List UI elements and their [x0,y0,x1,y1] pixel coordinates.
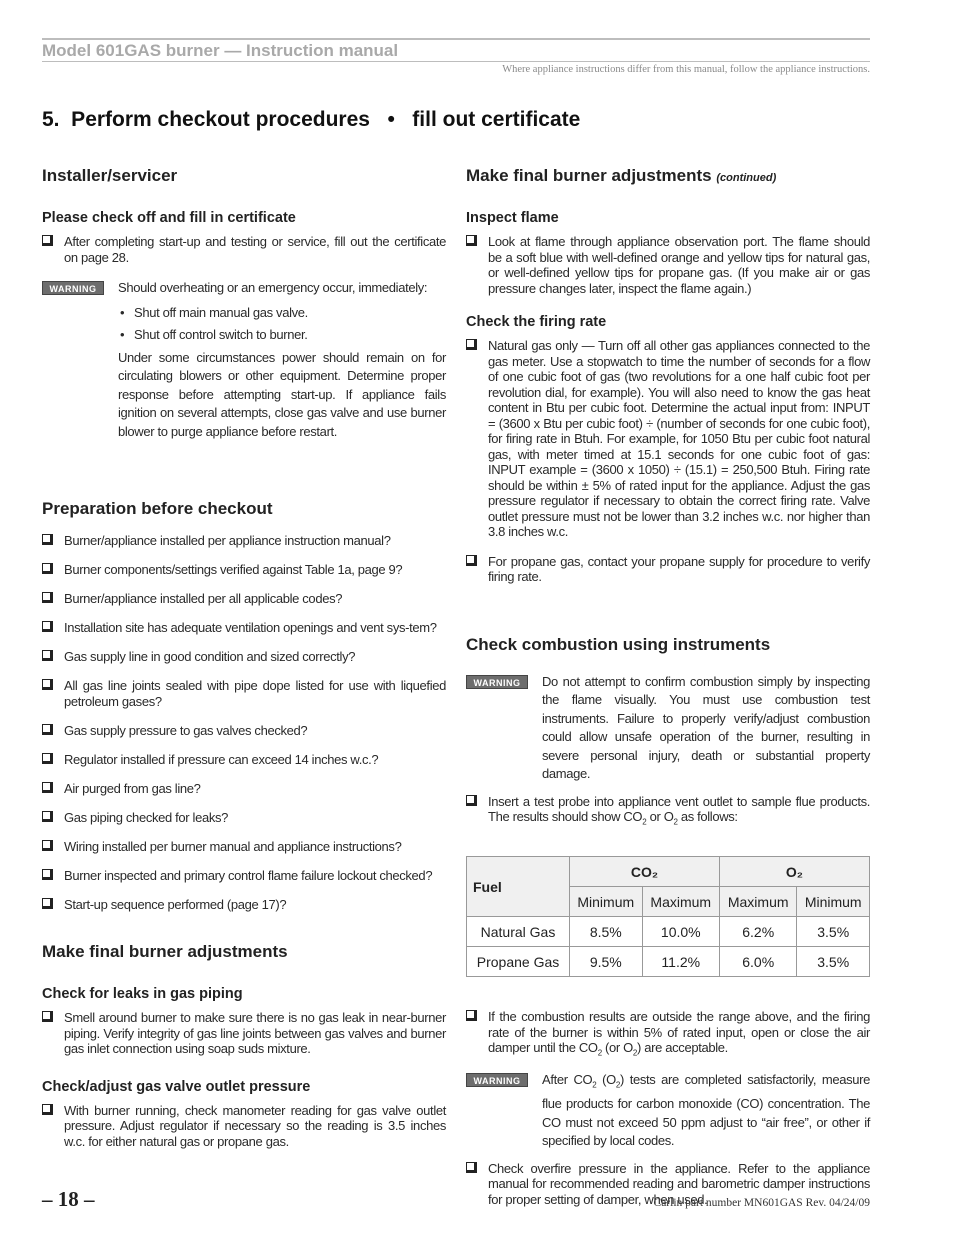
continued-label: (continued) [716,172,777,184]
value-cell: 10.0% [642,917,719,947]
table-row [467,947,870,977]
leaks-checkbox-item[interactable]: Smell around burner to make sure there is no gas leak in near-burner piping. Verify integrity of gas line joints between gas valves and burner gas inlet connection using soap suds mixture. [42,1010,446,1057]
subheader: Maximum [719,887,796,917]
checkbox-icon[interactable] [42,592,53,603]
subheader: Minimum [570,887,643,917]
checkbox-icon[interactable] [466,1162,477,1173]
checkbox-icon[interactable] [466,339,477,350]
checkbox-icon[interactable] [42,1104,53,1115]
checkbox-icon[interactable] [42,534,53,545]
prep-item[interactable]: Burner/appliance installed per appliance instruction manual? [42,533,446,549]
value-cell: 6.2% [719,917,796,947]
o2-header: O₂ [719,857,869,887]
warning-badge: WARNING [466,675,528,689]
adjust-heading: Make final burner adjustments [42,942,288,961]
outlet-pressure-heading: Check/adjust gas valve outlet pressure [42,1078,311,1095]
prep-checklist [42,533,446,912]
certificate-heading: Please check off and fill in certificate [42,210,296,226]
combustion-warning: WARNING Do not attempt to confirm combustion simply by inspecting the flame visually. You must use combustion test instruments. Failure to properly verify/adjust combustion could allow unsafe operation of the burner, resulting in severe personal injury, death or substantial property damage. [466,673,870,784]
co-warning: WARNING After $CO_2$ $(O_2)$ tests are completed satisfactorily, measure flue products for carbon monoxide (CO) concentration. The CO must not exceed 50 ppm adjust to “air free”, or other if specified by local codes. [466,1071,870,1151]
left-column [42,160,446,1149]
checkbox-icon[interactable] [466,795,477,806]
warning-intro: Should overheating or an emergency occur, immediately: [118,280,428,295]
certificate-checkbox-item[interactable]: After completing start-up and testing or service, fill out the certificate on page 28. [42,234,446,265]
header-rule [42,61,870,62]
prep-item[interactable]: Air purged from gas line? [42,781,446,797]
prep-item[interactable]: Installation site has adequate ventilation openings and vent sys-tem? [42,620,446,636]
prep-item[interactable]: All gas line joints sealed with pipe dope listed for use with liquefied petroleum gases? [42,678,446,709]
checkbox-icon[interactable] [42,811,53,822]
subheader: Minimum [797,887,870,917]
combustion-heading: Check combustion using instruments [466,634,771,654]
value-cell: 11.2% [642,947,719,977]
checkbox-icon[interactable] [466,1010,477,1021]
probe-item[interactable]: Insert a test probe into appliance vent outlet to sample flue products. The results should show $CO_2$ or $O_2$ as follows: [466,794,870,831]
value-cell: 6.0% [719,947,796,977]
inspect-flame-heading: Inspect flame [466,210,559,226]
value-cell: 9.5% [570,947,643,977]
inspect-flame-item[interactable]: Look at flame through appliance observation port. The flame should be a soft blue with well-defined orange and yellow tips for natural gas, or well-defined yellow tips for propane gas. (If you make air or gas pressure changes later, inspect the flame again.) [466,234,870,296]
checkbox-icon[interactable] [42,563,53,574]
right-column [466,160,870,1207]
page-title: 5. Perform checkout procedures • fill out certificate [42,108,581,131]
checkbox-icon[interactable] [42,650,53,661]
checkbox-icon[interactable] [466,555,477,566]
prep-item[interactable]: Gas piping checked for leaks? [42,810,446,826]
fuel-cell: Natural Gas [467,917,570,947]
checkbox-icon[interactable] [42,869,53,880]
overfire-item[interactable]: Check overfire pressure in the appliance. Refer to the appliance manual for recommended reading and barometric damper instructions for proper setting of damper, when used. [466,1161,870,1208]
prep-item[interactable]: Regulator installed if pressure can exceed 14 inches w.c.? [42,752,446,768]
checkbox-icon[interactable] [42,753,53,764]
prep-item[interactable]: Start-up sequence performed (page 17)? [42,897,446,913]
firing-rate-heading: Check the firing rate [466,314,607,330]
warning-bullet: • Shut off control switch to burner. [118,326,446,345]
prep-item[interactable]: Burner components/settings verified against Table 1a, page 9? [42,562,446,578]
prep-heading: Preparation before checkout [42,499,273,518]
manual-title: Model 601GAS burner — Instruction manual [42,41,399,60]
emergency-warning [42,279,446,441]
combustion-table [466,856,870,977]
checkbox-icon[interactable] [42,840,53,851]
adjust-continued-heading: Make final burner adjustments (continued) [466,166,777,185]
value-cell: 3.5% [797,917,870,947]
checkbox-icon[interactable] [42,621,53,632]
checkbox-icon[interactable] [42,679,53,690]
prep-item[interactable]: Wiring installed per burner manual and appliance instructions? [42,839,446,855]
propane-rate-item[interactable]: For propane gas, contact your propane supply for procedure to verify firing rate. [466,554,870,585]
outlet-pressure-checkbox-item[interactable]: With burner running, check manometer reading for gas valve outlet pressure. Adjust regulator if necessary so the reading is 3.5 inches w.c. for either natural gas or propane gas. [42,1103,446,1150]
checkbox-icon[interactable] [42,235,53,246]
prep-item[interactable]: Gas supply pressure to gas valves checked? [42,723,446,739]
fuel-cell: Propane Gas [467,947,570,977]
checkbox-icon[interactable] [42,898,53,909]
prep-item[interactable]: Burner/appliance installed per all applicable codes? [42,591,446,607]
warning-text: Under some circumstances power should remain on for circulating blowers or other equipment. Determine proper response before attempting start-up. If appliance fails ignition on several attempts, close gas valve and use burner blower to purge appliance before restart. [118,349,446,439]
value-cell: 8.5% [570,917,643,947]
header-note: Where appliance instructions differ from this manual, follow the appliance instructions. [502,64,870,75]
page-number: – 18 – [42,1187,95,1211]
warning-bullet: • Shut off main manual gas valve. [118,304,446,323]
prep-item[interactable]: Burner inspected and primary control flame failure lockout checked? [42,868,446,884]
prep-item[interactable]: Gas supply line in good condition and sized correctly? [42,649,446,665]
damper-adjust-item[interactable]: If the combustion results are outside the range above, and the firing rate of the burner is within 5% of rated input, open or close the air damper until the $CO_2$ (or $O_2$) are acceptable. [466,1009,870,1061]
top-rule [42,38,870,40]
firing-rate-item[interactable]: Natural gas only — Turn off all other gas appliances connected to the gas meter. Use a stopwatch to time the number of seconds for a flow of one cubic foot of gas (two revolutions for a one half cubic foot per revolution dial, for example). You will also need to know the gas heat content in Btu per cubic foot. Determine the actual input from: INPUT = (3600 x Btu per cubic foot) ÷ (number of seconds for one cubic foot), for firing rate in Btuh. For example, for 1050 Btu per cubic foot natural gas, with meter timed at 15.1 seconds for one cubic foot of gas: INPUT example = (3600 x 1050) ÷ (15.1) = 250,500 Btuh. Firing rate should be within ± 5% of rated input for the appliance. Adjust the gas pressure regulator if necessary to obtain the correct firing rate. Valve outlet pressure must not be lower than 3.2 inches w.c. nor higher than 3.8 inches w.c. [466,338,870,540]
checkbox-icon[interactable] [466,235,477,246]
warning-badge: WARNING [42,281,104,295]
checkbox-icon[interactable] [42,724,53,735]
warning-badge: WARNING [466,1073,528,1087]
part-number: Carlin part number MN601GAS Rev. 04/24/09 [653,1197,870,1209]
subheader: Maximum [642,887,719,917]
installer-heading: Installer/servicer [42,166,178,185]
co2-header: CO₂ [570,857,720,887]
table-row [467,917,870,947]
fuel-header: Fuel [467,857,570,917]
checkbox-icon[interactable] [42,782,53,793]
leaks-heading: Check for leaks in gas piping [42,986,243,1002]
value-cell: 3.5% [797,947,870,977]
checkbox-icon[interactable] [42,1011,53,1022]
